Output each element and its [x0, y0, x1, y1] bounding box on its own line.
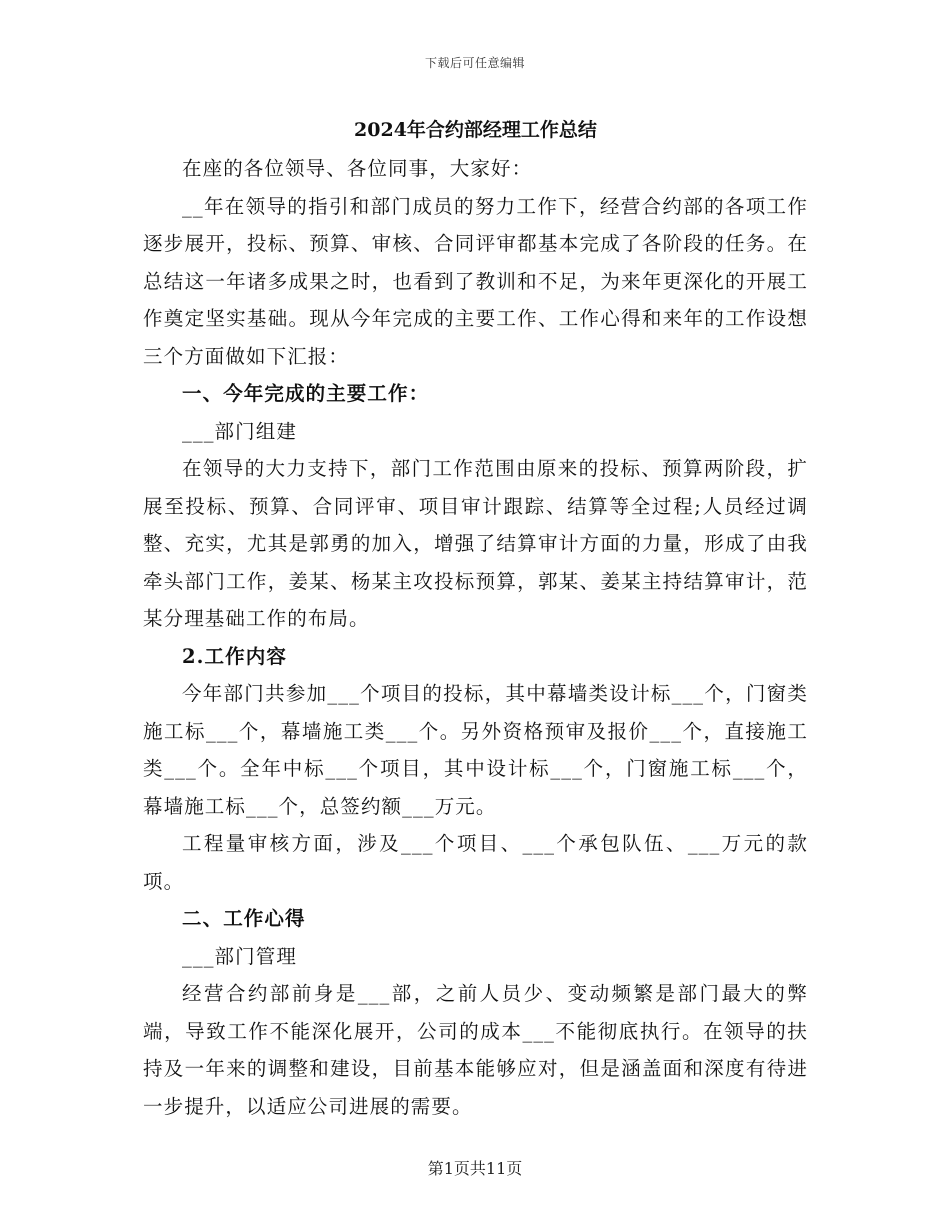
- intro-paragraph: __年在领导的指引和部门成员的努力工作下，经营合约部的各项工作逐步展开，投标、预算、审核、合同评审都基本完成了各阶段的任务。在总结这一年诸多成果之时，也看到了教训和不足，为来年更深化的开展工作奠定坚实基础。现从今年完成的主要工作、工作心得和来年的工作设想三个方面做如下汇报：: [143, 194, 808, 368]
- greeting-paragraph: 在座的各位领导、各位同事，大家好：: [182, 157, 533, 180]
- subheading-department-setup: ___部门组建: [182, 419, 297, 443]
- section-heading-1: 一、今年完成的主要工作：: [182, 382, 430, 405]
- header-note: 下载后可任意编辑: [424, 56, 525, 70]
- page-footer: 第1页共11页: [427, 1159, 523, 1178]
- quantity-review-paragraph: 工程量审核方面，涉及___个项目、___个承包队伍、___万元的款项。: [143, 832, 808, 893]
- subheading-department-management: ___部门管理: [182, 944, 297, 968]
- document-title: 2024年合约部经理工作总结: [354, 119, 597, 141]
- subheading-work-content: 2.工作内容: [182, 644, 287, 668]
- department-management-paragraph: 经营合约部前身是___部，之前人员少、变动频繁是部门最大的弊端，导致工作不能深化展开，公司的成本___不能彻底执行。在领导的扶持及一年来的调整和建设，目前基本能够应对，但是涵盖面和深度有待进一步提升，以适应公司进展的需要。: [143, 982, 808, 1118]
- department-setup-paragraph: 在领导的大力支持下，部门工作范围由原来的投标、预算两阶段，扩展至投标、预算、合同评审、项目审计跟踪、结算等全过程;人员经过调整、充实，尤其是郭勇的加入，增强了结算审计方面的力量，形成了由我牵头部门工作，姜某、杨某主攻投标预算，郭某、姜某主持结算审计，范某分理基础工作的布局。: [143, 457, 808, 630]
- document-body: [143, 112, 808, 1125]
- work-content-paragraph: 今年部门共参加___个项目的投标，其中幕墙类设计标___个，门窗类施工标___个，幕墙施工类___个。另外资格预审及报价___个，直接施工类___个。全年中标___个项目，其中设计标___个，门窗施工标___个，幕墙施工标___个，总签约额___万元。: [143, 682, 808, 818]
- section-heading-2: 二、工作心得: [182, 907, 306, 930]
